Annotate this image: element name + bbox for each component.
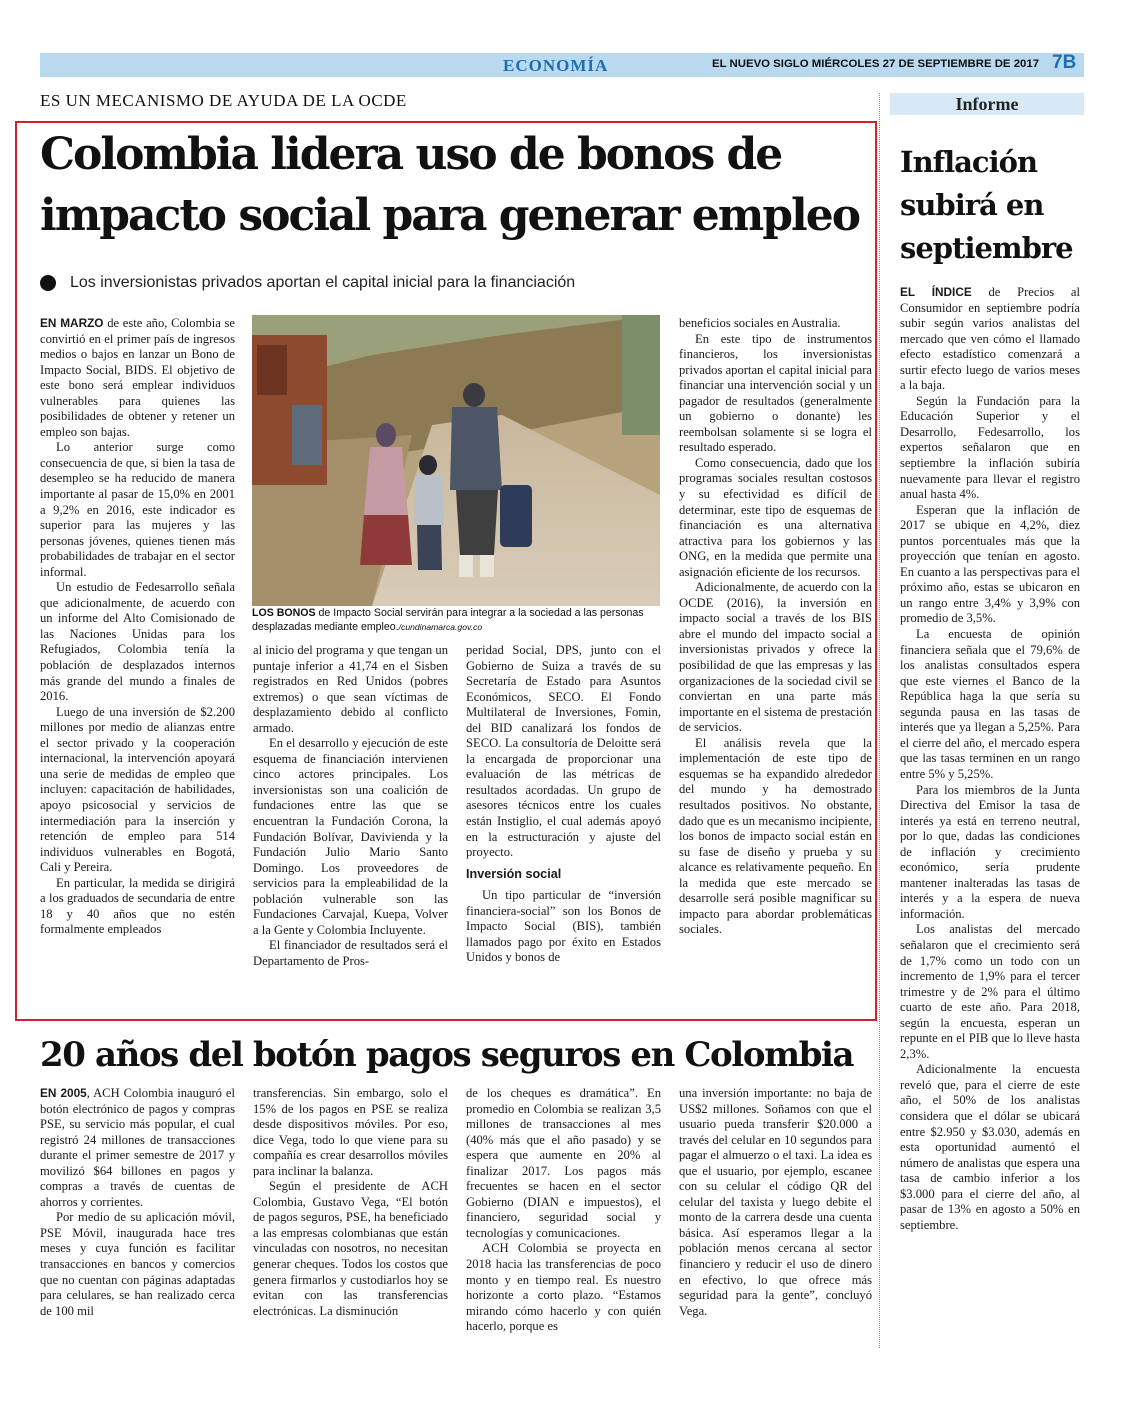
photo-caption	[252, 607, 662, 635]
page-number: 7B	[1052, 52, 1077, 73]
paragraph: Adicionalmente la encuesta reveló que, para el cierre de este año, el 50% de los analistas considera que el dólar se ubicará entre $2.950 y $3.030, además en esta oportunidad aumentó el número de analistas que espera una tasa de cambio inferior a los $3.000 para el cierre del año, al pasar de 13% en agosto a 50% en septiembre.	[900, 1062, 1080, 1232]
sidebar-headline: Inflación subirá en septiembre	[900, 145, 1073, 265]
sidebar-label: Informe	[955, 94, 1019, 114]
second-column-4	[679, 1086, 872, 1319]
paragraph: Los analistas del mercado señalaron que el crecimiento será de 1,7% como un todo con un incremento de 1,9% para el tercer trimestre y de 2% para el último cuarto de este año. Para 2018, según la encuesta, esperan un repunte en el PIB que lo lleve hasta 2,3%.	[900, 922, 1080, 1061]
article-photo	[252, 315, 660, 606]
article-headline: Colombia lidera uso de bonos de impacto social para generar empleo	[40, 129, 860, 241]
masthead-date: EL NUEVO SIGLO MIÉRCOLES 27 DE SEPTIEMBRE DE 2017	[712, 58, 1040, 70]
article-subhead	[40, 274, 575, 292]
article-column-3	[466, 643, 661, 966]
sidebar-column	[900, 285, 1080, 1233]
paragraph: En particular, la medida se dirigirá a los graduados de secundaria de entre 18 y 40 años que no estén formalmente empleados	[40, 875, 235, 937]
paragraph: peridad Social, DPS, junto con el Gobierno de Suiza a través de su Secretaría de Estado para Asuntos Económicos, SECO. El Fondo Multilateral de Inversiones, Fomin, del BID canalizará los fondos de SECO. La consultoría de Deloitte será la encargada de proporcionar una evaluación de las métricas de resultados acordadas. Un grupo de asesores técnicos entre los cuales están Instiglio, el cual además apoyó en la estructuración y ajuste del proyecto.	[466, 643, 661, 860]
article-column-4	[679, 316, 872, 938]
photo-credit: /cundinamarca.gov.co	[398, 621, 483, 632]
article-kicker: ES UN MECANISMO DE AYUDA DE LA OCDE	[40, 91, 407, 110]
paragraph: de este año, Colombia se convirtió en el primer país de ingresos medios o bajos en lanzar un Bono de Impacto Social, BIDS. El objetivo de este bono será emplear individuos vulnerables para quienes las posibilidades de obtener y retener un empleo son bajas.	[40, 316, 235, 439]
paragraph: Según el presidente de ACH Colombia, Gustavo Vega, “El botón de pagos seguros, PSE, ha beneficiado a las empresas colombianas que están vinculadas con nosotros, no necesitan generar cheques. Todos los costos que genera firmarlos y custodiarlos hoy se evitan con las transferencias electrónicas. La disminución	[253, 1179, 448, 1318]
second-column-1	[40, 1086, 235, 1319]
paragraph: de Precios al Consumidor en septiembre podría subir según varios analistas del mercado que ven cómo el llamado efecto estadístico comenzará a surtir efecto luego de varios meses a la baja.	[900, 285, 1080, 393]
lead-word: EL ÍNDICE	[900, 285, 972, 299]
paragraph: transferencias. Sin embargo, solo el 15% de los pagos en PSE se realiza desde dispositivos móviles. Por eso, dice Vega, todo lo que viene para su compañía es crear desarrollos móviles para inclinar la balanza.	[253, 1086, 448, 1178]
paragraph: Adicionalmente, de acuerdo con la OCDE (2016), la inversión en impacto social a través de los BIS abre el mundo del impacto social a inversionistas privados y ofrece la posibilidad de que las empresas y las organizaciones de la sociedad civil se conviertan en una parte más importante en el sistema de prestación de servicios.	[679, 580, 872, 735]
section-subtitle: Inversión social	[466, 866, 562, 881]
second-column-3	[466, 1086, 661, 1335]
paragraph: , ACH Colombia inauguró el botón electrónico de pagos y compras PSE, su servicio más popular, el cual registró 24 millones de transacciones durante el primer semestre de 2017 y movilizó $64 billones en pagos y compras a través de cuentas de ahorros y corrientes.	[40, 1086, 235, 1209]
paragraph: de los cheques es dramática”. En promedio en Colombia se realizan 3,5 millones de transacciones al mes (40% más que el año pasado) y se espera que aumente en 20% al finalizar 2017. Los pagos más frecuentes se hacen en el sector Gobierno (DIAN e impuestos), el financiero, seguridad social y tecnologías y comunicaciones.	[466, 1086, 661, 1240]
paragraph: Según la Fundación para la Educación Superior y el Desarrollo, Fedesarrollo, los expertos señalaron que en septiembre la inflación subiría nuevamente para llevar el registro anual hasta 4%.	[900, 393, 1080, 502]
paragraph: Luego de una inversión de $2.200 millones por medio de alianzas entre el sector privado y la cooperación internacional, la intervención apoyará una serie de medidas de empleo que incluyen: capacitación de habilidades, apoyo psicosocial y servicios de intermediación para la inserción y retención de empleo para 514 individuos vulnerables en Bogotá, Cali y Pereira.	[40, 704, 235, 875]
column-divider	[879, 93, 881, 1348]
paragraph: Un estudio de Fedesarrollo señala que adicionalmente, de acuerdo con un informe del Alto Comisionado de las Naciones Unidas para los Refugiados, Colombia tenía la población de desplazados internos más grande del mundo a finales de 2016.	[40, 580, 235, 704]
paragraph: El análisis revela que la implementación de este tipo de esquemas se ha expandido alrededor del mundo y ha demostrado resultados positivos. No obstante, dado que es un mecanismo incipiente, los bonos de impacto social están en su fase de diseño y prueba y su alcance es relativamente pequeño. En la medida que este mercado se desarrolle será posible magnificar su impacto para abordar problemáticas sociales.	[679, 735, 872, 937]
paragraph: beneficios sociales en Australia.	[679, 316, 841, 330]
family-walking-photo	[252, 315, 660, 606]
second-headline: 20 años del botón pagos seguros en Colombia	[40, 1035, 854, 1075]
paragraph: El financiador de resultados será el Departamento de Pros-	[253, 938, 448, 968]
paragraph: Lo anterior surge como consecuencia de que, si bien la tasa de desempleo se ha reducido de manera importante al pasar de 15,0% en 2001 a 9,2% en 2016, este indicador es superior para las mujeres y las personas jóvenes, quienes tienen más probabilidades de trabajar en el sector informal.	[40, 440, 235, 579]
paragraph: al inicio del programa y que tengan un puntaje inferior a 41,74 en el Sisben registrados en Red Unidos (pobres extremos) o que sean víctimas de desplazamiento debido al conflicto armado.	[253, 643, 448, 735]
paragraph: Para los miembros de la Junta Directiva del Emisor la tasa de interés ya está en terreno neutral, por lo que, dadas las condiciones de inflación y crecimiento económico, sería prudente mantener inalteradas las tasas de interés y a la espera de nueva información.	[900, 782, 1080, 921]
lead-word: EN 2005	[40, 1086, 87, 1100]
paragraph: una inversión importante: no baja de US$2 millones. Soñamos con que el usuario pueda transferir $20.000 a través del celular en 10 segundos para pagar el almuerzo o el taxi. La idea es que el usuario, por ejemplo, escanee con su celular el código QR del celular del taxista y luego debite el monto de la carrera desde una cuenta básica. Así esperamos llegar a la población menos cercana al sector financiero y reducir el uso de dinero en efectivo, lo que ofrece más seguridad para la gente”, concluyó Vega.	[679, 1086, 872, 1318]
paragraph: ACH Colombia se proyecta en 2018 hacia las transferencias de poco monto y en tiempo real. Es nuestro horizonte a corto plazo. “Estamos mirando cómo hacerlo y con quién hacerlo, porque es	[466, 1241, 661, 1334]
second-column-2	[253, 1086, 448, 1319]
paragraph: Esperan que la inflación de 2017 se ubique en 4,2%, diez puntos porcentuales más que la proyección que tenían en agosto. En cuanto a las perspectivas para el próximo año, estas se ubicaron en un rango entre 3,4% y 3,9% con promedio de 3,5%.	[900, 502, 1080, 626]
bullet-icon	[40, 275, 56, 291]
paragraph: Por medio de su aplicación móvil, PSE Móvil, inaugurada hace tres meses y cuya función es facilitar transacciones en bancos y comercios que no cuentan con páginas adaptadas para celulares, se han realizado cerca de 100 mil	[40, 1210, 235, 1318]
subhead-text: Los inversionistas privados aportan el capital inicial para la financiación	[70, 274, 576, 291]
paragraph: En el desarrollo y ejecución de este esquema de financiación intervienen cinco actores principales. Los inversionistas son una coalición de fundaciones entre las que se encuentran la Fundación Corona, la Fundación Bolívar, Davivienda y la Fundación Julio Mario Santo Domingo. Los proveedores de servicios para la empleabilidad de la población vulnerable son las Fundaciones Carvajal, Kuepa, Volver a la Gente y Colombia Incluyente.	[253, 736, 448, 937]
paragraph: La encuesta de opinión financiera señala que el 79,6% de los analistas consultados espera que este viernes el Banco de la República haga la que sería su segunda pausa en las tasas de interés que ya llegan a 5,25%. Para el cierre del año, el mercado espera que las tasas terminen en un rango entre 5% y 5,25%.	[900, 627, 1080, 781]
paragraph: Un tipo particular de “inversión financiera-social” son los Bonos de Impacto Social (BIS), también llamados pago por éxito en Estados Unidos y bonos de	[466, 888, 661, 965]
section-label: ECONOMÍA	[503, 56, 609, 75]
caption-text: de Impacto Social servirán para integrar a la sociedad a las personas desplazadas mediante empleo.	[252, 607, 644, 633]
caption-lead: LOS BONOS	[252, 607, 316, 619]
article-column-1	[40, 316, 235, 938]
paragraph: En este tipo de instrumentos financieros, los inversionistas privados aportan el capital inicial para financiar una intervención social y un pagador de resultados (generalmente un gobierno o donante) les reembolsan solamente si se logra el resultado esperado.	[679, 331, 872, 455]
article-column-2	[253, 643, 448, 969]
paragraph: Como consecuencia, dado que los programas sociales resultan costosos y su efectividad es difícil de determinar, este tipo de esquemas de financiación es una alternativa atractiva para los gobiernos y las ONG, en la medida que permite una asignación eficiente de los recursos.	[679, 455, 872, 579]
lead-word: EN MARZO	[40, 316, 104, 330]
